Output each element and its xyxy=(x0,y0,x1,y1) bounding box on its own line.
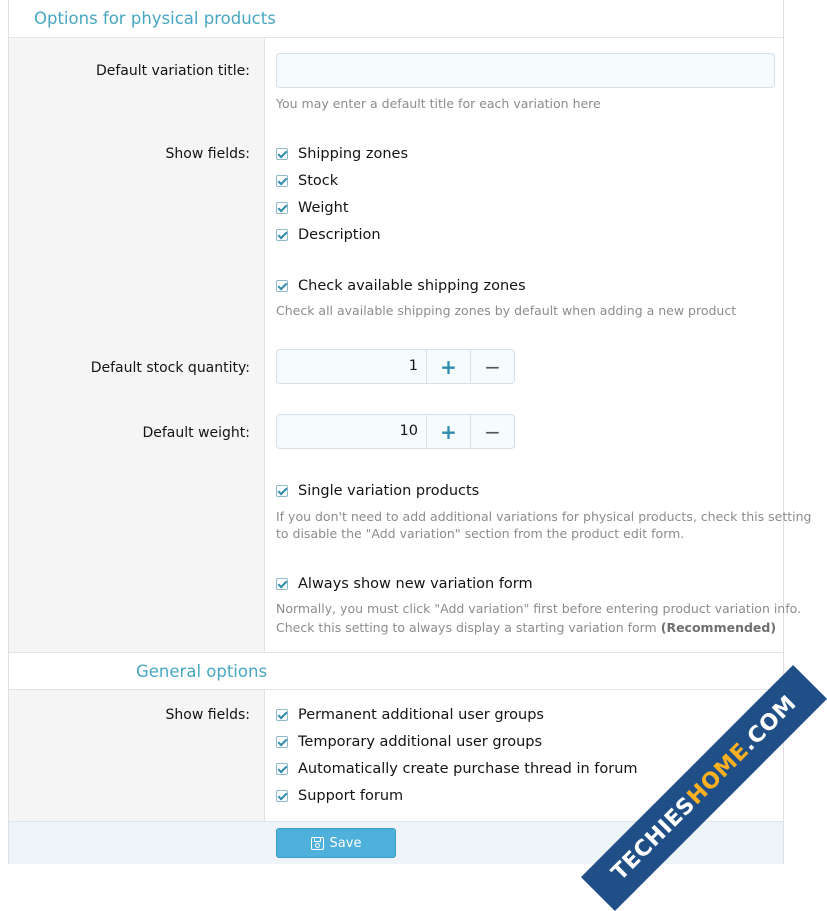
single-variation-hint-line1: If you don't need to add additional variations for physical products, check this setting xyxy=(276,509,812,524)
save-icon xyxy=(311,837,324,850)
default-variation-title-input[interactable] xyxy=(276,53,775,88)
check-shipping-zones-hint: Check all available shipping zones by default when adding a new product xyxy=(276,303,737,318)
checkbox-checked-icon[interactable] xyxy=(276,763,288,775)
recommended-note: (Recommended) xyxy=(660,620,777,635)
checkbox-checked-icon[interactable] xyxy=(276,790,288,802)
default-variation-title-label: Default variation title: xyxy=(95,63,250,79)
show-field-weight[interactable]: Weight xyxy=(276,198,349,218)
watermark-text: TECHIESHOME.COM xyxy=(606,690,802,886)
checkbox-checked-icon[interactable] xyxy=(276,709,288,721)
save-button-label: Save xyxy=(329,835,362,851)
checkbox-checked-icon[interactable] xyxy=(276,736,288,748)
general-field-support-forum[interactable]: Support forum xyxy=(276,786,403,806)
check-shipping-zones-checkbox[interactable]: Check available shipping zones xyxy=(276,276,526,296)
general-section-title: General options xyxy=(136,662,268,681)
default-weight-stepper[interactable] xyxy=(276,414,515,449)
checkbox-checked-icon[interactable] xyxy=(276,175,288,187)
physical-section-title: Options for physical products xyxy=(34,9,276,28)
general-show-fields-label: Show fields: xyxy=(165,707,250,723)
weight-increment-button[interactable]: + xyxy=(427,415,471,448)
default-stock-value[interactable]: 1 xyxy=(277,350,427,383)
physical-section-header xyxy=(9,0,783,38)
default-variation-title-hint: You may enter a default title for each variation here xyxy=(276,96,601,111)
stock-decrement-button[interactable]: − xyxy=(484,354,501,379)
show-fields-label: Show fields: xyxy=(165,146,250,162)
general-field-purchase-thread[interactable]: Automatically create purchase thread in forum xyxy=(276,759,638,779)
weight-decrement-button[interactable]: − xyxy=(484,419,501,444)
default-stock-label: Default stock quantity: xyxy=(90,360,250,376)
default-weight-value[interactable]: 10 xyxy=(277,415,427,448)
default-stock-stepper[interactable] xyxy=(276,349,515,384)
stock-increment-button[interactable]: + xyxy=(427,350,471,383)
checkbox-checked-icon[interactable] xyxy=(276,229,288,241)
general-field-temporary-groups[interactable]: Temporary additional user groups xyxy=(276,732,542,752)
single-variation-checkbox[interactable]: Single variation products xyxy=(276,481,479,501)
general-field-permanent-groups[interactable]: Permanent additional user groups xyxy=(276,705,544,725)
checkbox-checked-icon[interactable] xyxy=(276,280,288,292)
checkbox-checked-icon[interactable] xyxy=(276,148,288,160)
show-field-stock[interactable]: Stock xyxy=(276,171,338,191)
always-show-hint-line2: Check this setting to always display a starting variation form (Recommended) xyxy=(276,620,777,635)
physical-label-column xyxy=(9,38,265,652)
checkbox-checked-icon[interactable] xyxy=(276,202,288,214)
general-section-header xyxy=(9,652,783,690)
single-variation-hint-line2: to disable the "Add variation" section from the product edit form. xyxy=(276,526,685,541)
show-field-description[interactable]: Description xyxy=(276,225,381,245)
checkbox-checked-icon[interactable] xyxy=(276,578,288,590)
save-button[interactable] xyxy=(276,828,396,858)
checkbox-checked-icon[interactable] xyxy=(276,485,288,497)
default-weight-label: Default weight: xyxy=(142,425,250,441)
always-show-hint-line1: Normally, you must click "Add variation" first before entering product variation info. xyxy=(276,601,802,616)
always-show-variation-checkbox[interactable]: Always show new variation form xyxy=(276,574,533,594)
show-field-shipping-zones[interactable]: Shipping zones xyxy=(276,144,408,164)
